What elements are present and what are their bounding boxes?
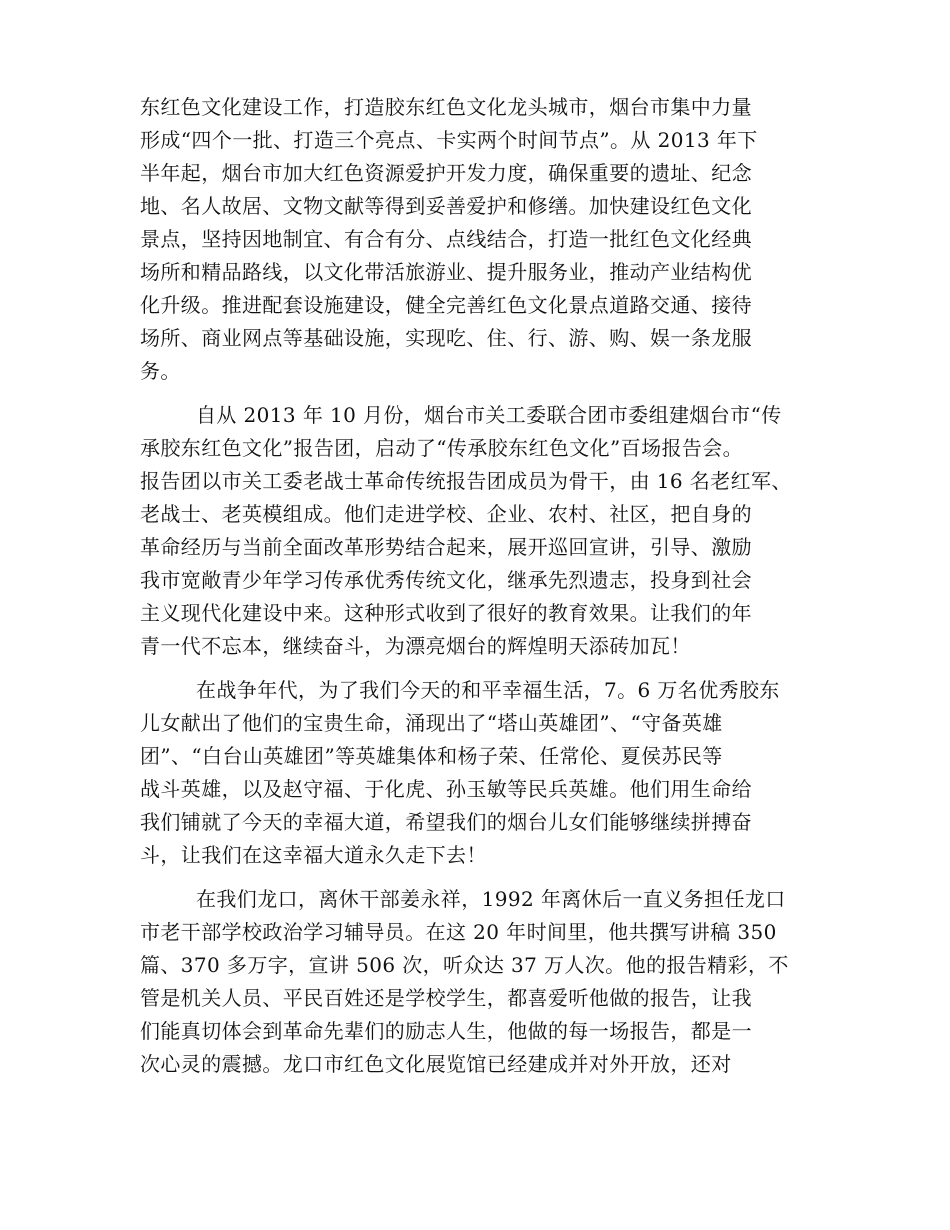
text-line: 市老干部学校政治学习辅导员。在这 20 年时间里，他共撰写讲稿 350 bbox=[140, 920, 777, 944]
text-line: 务。 bbox=[140, 359, 181, 383]
text-line: 我们铺就了今天的幸福大道，希望我们的烟台儿女们能够继续拼搏奋 bbox=[140, 810, 752, 834]
text-line: 地、名人故居、文物文献等得到妥善爱护和修缮。加快建设红色文化 bbox=[140, 194, 752, 218]
text-line: 自从 2013 年 10 月份，烟台市关工委联合团市委组建烟台市“传 bbox=[196, 403, 782, 427]
text-line: 篇、370 多万字，宣讲 506 次，听众达 37 万人次。他的报告精彩，不 bbox=[140, 953, 789, 977]
text-line: 报告团以市关工委老战士革命传统报告团成员为骨干，由 16 名老红军、 bbox=[140, 469, 792, 493]
text-line: 我市宽敞青少年学习传承优秀传统文化，继承先烈遗志，投身到社会 bbox=[140, 568, 752, 592]
text-line: 主义现代化建设中来。这种形式收到了很好的教育效果。让我们的年 bbox=[140, 601, 752, 625]
text-line: 老战士、老英模组成。他们走进学校、企业、农村、社区，把自身的 bbox=[140, 502, 752, 526]
text-line: 管是机关人员、平民百姓还是学校学生，都喜爱听他做的报告，让我 bbox=[140, 986, 752, 1010]
text-line: 战斗英雄，以及赵守福、于化虎、孙玉敏等民兵英雄。他们用生命给 bbox=[140, 777, 752, 801]
text-line: 东红色文化建设工作，打造胶东红色文化龙头城市，烟台市集中力量 bbox=[140, 95, 752, 119]
text-line: 形成“四个一批、打造三个亮点、卡实两个时间节点”。从 2013 年下 bbox=[140, 128, 758, 152]
text-line: 场所和精品路线，以文化带活旅游业、提升服务业，推动产业结构优 bbox=[140, 260, 752, 284]
text-line: 在战争年代，为了我们今天的和平幸福生活，7。6 万名优秀胶东 bbox=[196, 678, 780, 702]
text-line: 儿女献出了他们的宝贵生命，涌现出了“塔山英雄团”、“守备英雄 bbox=[140, 711, 723, 735]
text-line: 次心灵的震撼。龙口市红色文化展览馆已经建成并对外开放，还对 bbox=[140, 1052, 732, 1076]
text-line: 化升级。推进配套设施建设，健全完善红色文化景点道路交通、接待 bbox=[140, 293, 752, 317]
text-line: 景点，坚持因地制宜、有合有分、点线结合，打造一批红色文化经典 bbox=[140, 227, 752, 251]
text-line: 们能真切体会到革命先辈们的励志人生，他做的每一场报告，都是一 bbox=[140, 1019, 752, 1043]
text-line: 团”、“白台山英雄团”等英雄集体和杨子荣、任常伦、夏侯苏民等 bbox=[140, 744, 723, 768]
text-line: 青一代不忘本，继续奋斗，为漂亮烟台的辉煌明天添砖加瓦！ bbox=[140, 634, 691, 658]
text-line: 承胶东红色文化”报告团，启动了“传承胶东红色文化”百场报告会。 bbox=[140, 436, 744, 460]
text-line: 半年起，烟台市加大红色资源爱护开发力度，确保重要的遗址、纪念 bbox=[140, 161, 752, 185]
text-line: 场所、商业网点等基础设施，实现吃、住、行、游、购、娱一条龙服 bbox=[140, 326, 752, 350]
text-line: 斗，让我们在这幸福大道永久走下去！ bbox=[140, 843, 487, 867]
text-line: 革命经历与当前全面改革形势结合起来，展开巡回宣讲，引导、激励 bbox=[140, 535, 752, 559]
text-line: 在我们龙口，离休干部姜永祥，1992 年离休后一直义务担任龙口 bbox=[196, 887, 786, 911]
